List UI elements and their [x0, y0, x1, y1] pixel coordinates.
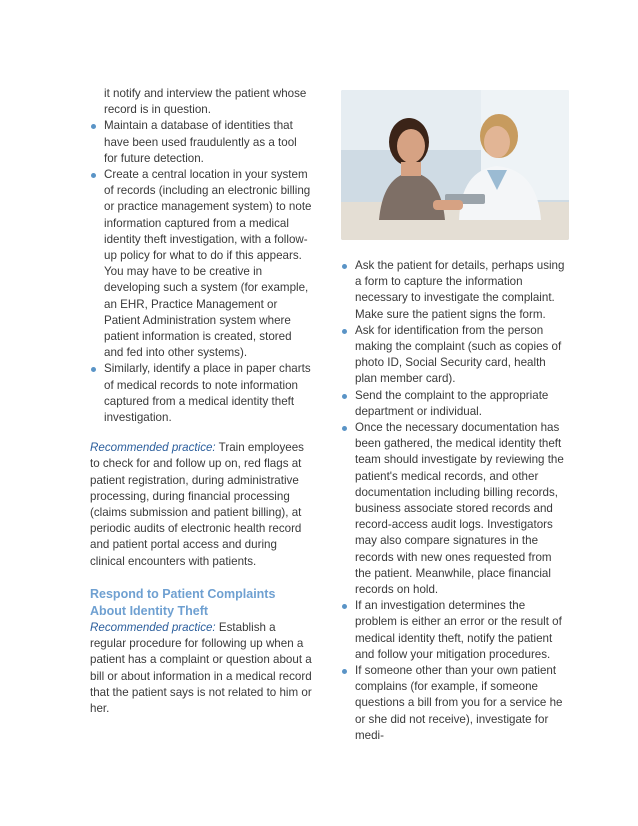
list-item [341, 420, 567, 598]
list-item [341, 258, 567, 323]
bullet-dot-icon [342, 329, 347, 334]
bullet-dot-icon [342, 604, 347, 609]
list-item-text: Ask for identification from the person making the complaint (such as copies of photo ID, Social Security card, health plan member card). [355, 323, 562, 386]
bullet-dot-icon [342, 426, 347, 431]
section-heading: Respond to Patient Complaints About Identity Theft [90, 586, 276, 618]
list-item-text: it notify and interview the patient whose record is in question. [104, 87, 307, 117]
list-item [341, 323, 567, 388]
list-item [90, 361, 312, 426]
right-column [341, 258, 567, 744]
list-item [90, 118, 312, 167]
list-item-text: If an investigation determines the problem is either an error or the result of medical identity theft, notify the patient and follow your mitigation procedures. [355, 599, 562, 661]
recommended-practice-paragraph [90, 620, 312, 717]
recommended-practice-paragraph [90, 440, 312, 570]
paragraph-text: Train employees to check for and follow up on, red flags at patient registration, during administrative processing, during financial processing (claims submission and patient billing), at periodic audits of electronic health record and patient portal access and during clinical encounters with patients. [90, 441, 304, 568]
list-item-text: If someone other than your own patient complains (for example, if someone questions a bill from you for a service he or she did not receive), investigate for medi- [355, 664, 563, 742]
photo-illustration [341, 90, 569, 240]
paragraph-text: Establish a regular procedure for following up when a patient has a complaint or question about a bill or about information in a medical record that the patient says is not related to him or her. [90, 620, 312, 715]
bullet-dot-icon [91, 124, 96, 129]
list-item [341, 388, 567, 420]
list-item [90, 167, 312, 361]
bullet-dot-icon [342, 264, 347, 269]
bullet-dot-icon [91, 173, 96, 178]
list-item-text: Send the complaint to the appropriate department or individual. [355, 388, 549, 418]
right-bullet-list [341, 258, 567, 744]
bullet-dot-icon [342, 669, 347, 674]
bullet-dot-icon [91, 367, 96, 372]
list-item [341, 598, 567, 663]
recommended-practice-label: Recommended practice: [90, 620, 216, 634]
recommended-practice-label: Recommended practice: [90, 441, 216, 455]
list-item-text: Ask the patient for details, perhaps using a form to capture the information necessary to investigate the complaint. Make sure the patient signs the form. [355, 259, 565, 321]
list-item-text: Maintain a database of identities that have been used fraudulently as a tool for future detection. [104, 119, 297, 165]
list-item-text: Once the necessary documentation has been gathered, the medical identity theft team should investigate by reviewing the patient's medical records, and other documentation including billing records, business associate stored records and record-access audit logs. Investigators may also compare signatures in the records with new ones requested from the patient. Meanwhile, place financial records on hold. [355, 421, 564, 597]
doctor-and-patient-photo [341, 90, 569, 240]
left-bullet-list [90, 86, 312, 426]
left-column [90, 86, 312, 717]
list-item [90, 86, 312, 118]
bullet-dot-icon [342, 394, 347, 399]
list-item [341, 663, 567, 744]
list-item-text: Create a central location in your system of records (including an electronic billing or practice management system) to note information captured from a medical identity theft investigation, with a follow-up policy for what to do if this appears. You may have to be creative in developing such a system (for example, an EHR, Practice Management or Patient Administration system where patient information is created, stored and fed into other systems). [104, 168, 312, 360]
list-item-text: Similarly, identify a place in paper charts of medical records to note information captured from a medical identity theft investigation. [104, 362, 311, 425]
